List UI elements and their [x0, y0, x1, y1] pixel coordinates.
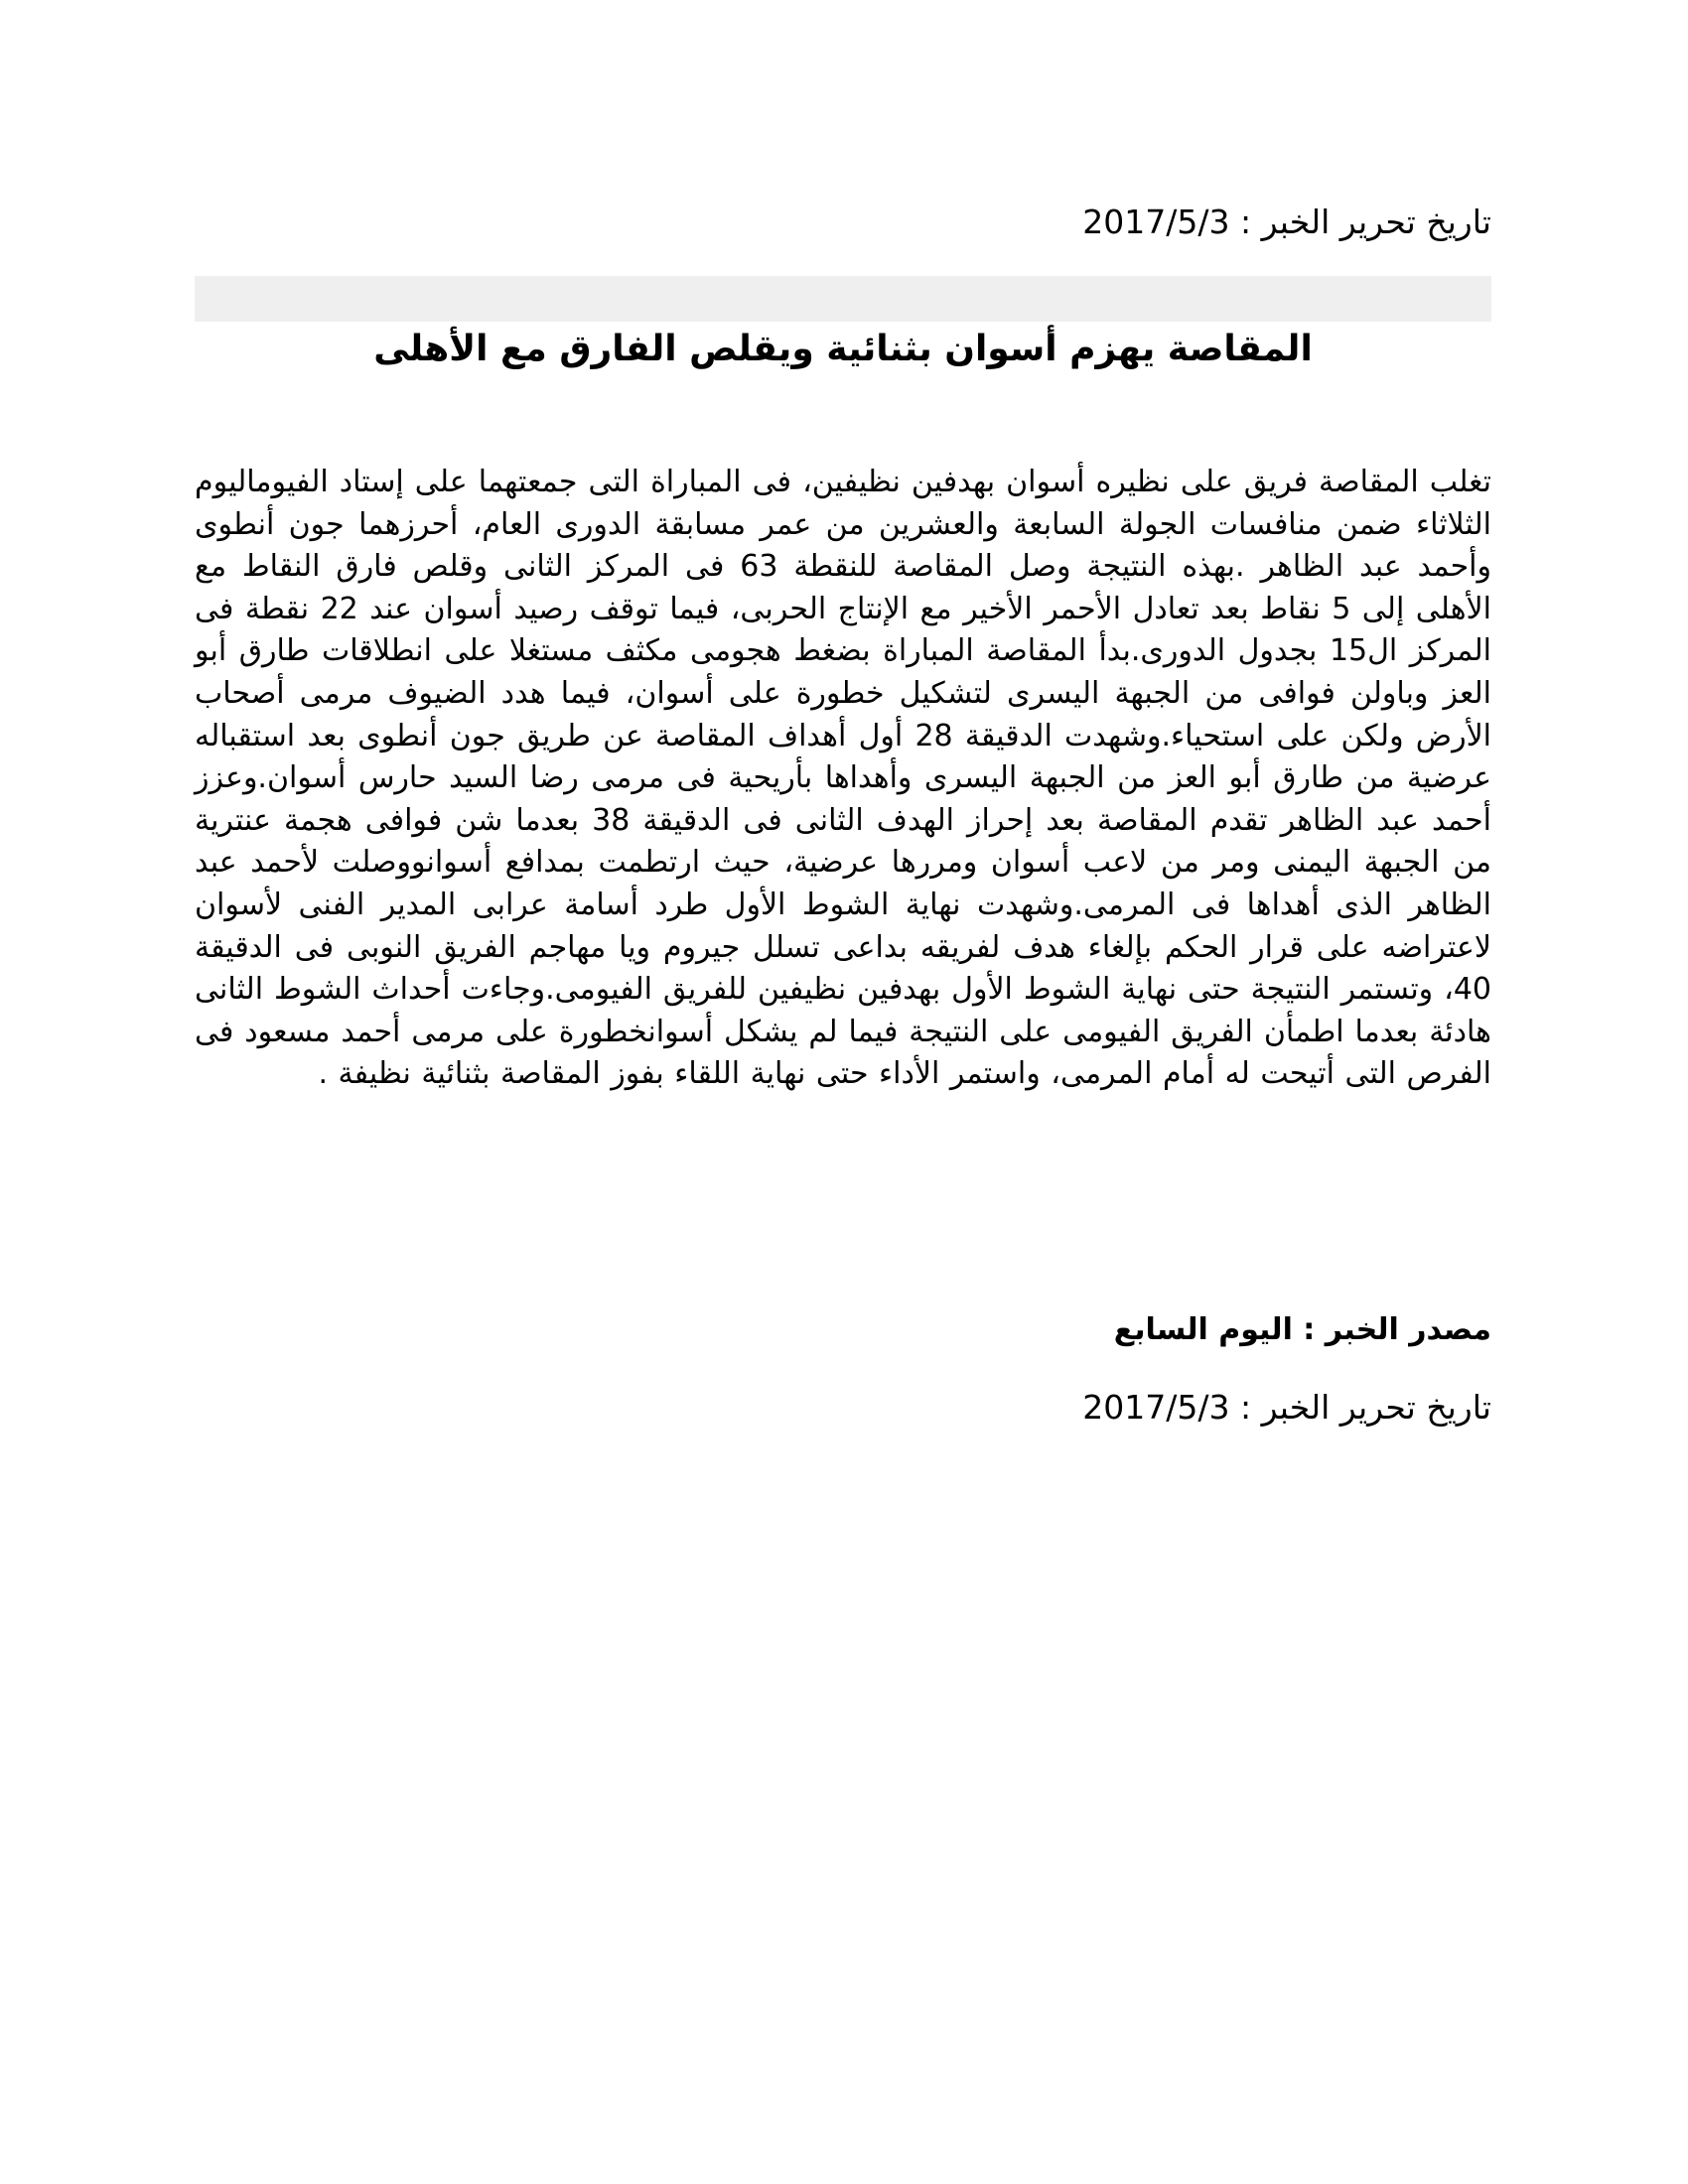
article-headline: المقاصة يهزم أسوان بثنائية ويقلص الفارق مع الأهلى — [373, 329, 1313, 369]
header-separator-bar — [195, 276, 1491, 322]
edit-date-top: تاريخ تحرير الخبر : 2017/5/3 — [1082, 203, 1491, 241]
news-source: مصدر الخبر : اليوم السابع — [1113, 1312, 1491, 1347]
edit-date-bottom: تاريخ تحرير الخبر : 2017/5/3 — [1082, 1388, 1491, 1427]
article-body: تغلب المقاصة فريق على نظيره أسوان بهدفين نظيفين، فى المباراة التى جمعتهما على إستاد الفيوماليوم الثلاثاء ضمن منافسات الجولة السابعة والعشرين من عمر مسابقة الدورى العام، أحرزهما جون أنطوى وأحمد عبد الظاهر .بهذه النتيجة وصل المقاصة للنقطة 63 فى المركز الثانى وقلص فارق النقاط مع الأهلى إلى 5 نقاط بعد تعادل الأحمر الأخير مع الإنتاج الحربى، فيما توقف رصيد أسوان عند 22 نقطة فى المركز ال15 بجدول الدورى.بدأ المقاصة المباراة بضغط هجومى مكثف مستغلا على انطلاقات طارق أبو العز وباولن فوافى من الجبهة اليسرى لتشكيل خطورة على أسوان، فيما هدد الضيوف مرمى أصحاب الأرض ولكن على استحياء.وشهدت الدقيقة 28 أول أهداف المقاصة عن طريق جون أنطوى بعد استقباله عرضية من طارق أبو العز من الجبهة اليسرى وأهداها بأريحية فى مرمى رضا السيد حارس أسوان.وعزز أحمد عبد الظاهر تقدم المقاصة بعد إحراز الهدف الثانى فى الدقيقة 38 بعدما شن فوافى هجمة عنترية من الجبهة اليمنى ومر من لاعب أسوان ومررها عرضية، حيث ارتطمت بمدافع أسوانووصلت لأحمد عبد الظاهر الذى أهداها فى المرمى.وشهدت نهاية الشوط الأول طرد أسامة عرابى المدير الفنى لأسوان لاعتراضه على قرار الحكم بإلغاء هدف لفريقه بداعى تسلل جيروم ويا مهاجم الفريق النوبى فى الدقيقة 40، وتستمر النتيجة حتى نهاية الشوط الأول بهدفين نظيفين للفريق الفيومى.وجاءت أحداث الشوط الثانى هادئة بعدما اطمأن الفريق الفيومى على النتيجة فيما لم يشكل أسوانخطورة على مرمى أحمد مسعود فى الفرص التى أتيحت له أمام المرمى، واستمر الأداء حتى نهاية اللقاء بفوز المقاصة بثنائية نظيفة . — [195, 465, 1492, 1092]
document-page — [195, 0, 1491, 2184]
